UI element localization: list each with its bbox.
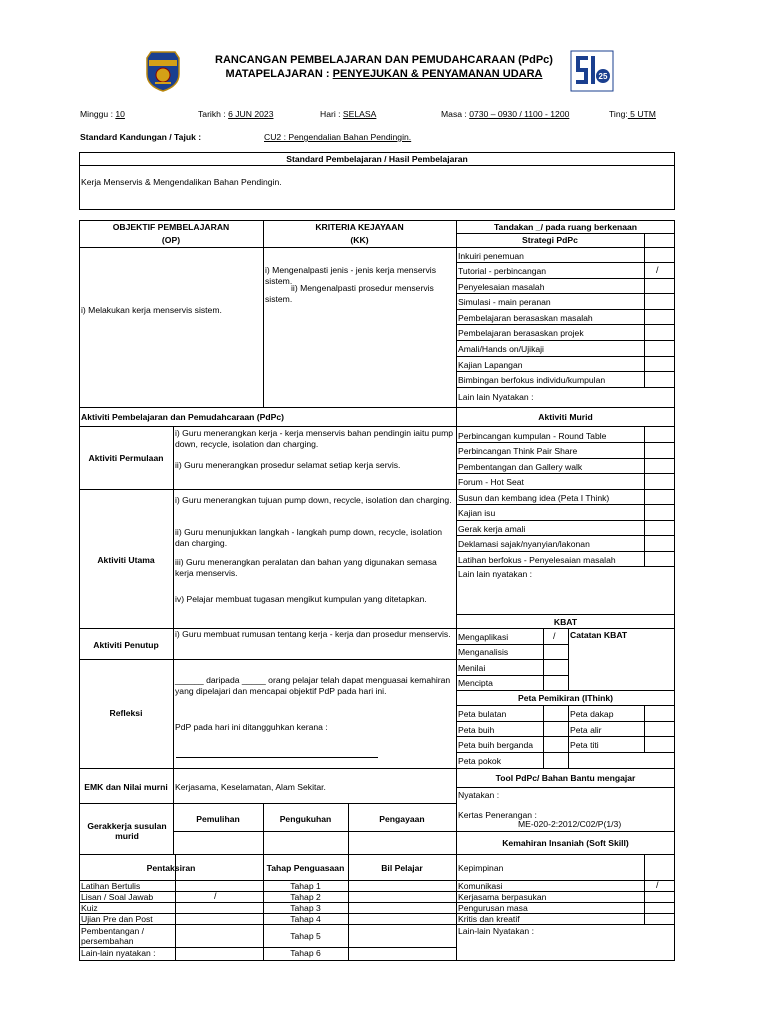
pentaksiran-item: Pembentangan / [81, 926, 145, 936]
strategi-item: Simulasi - main peranan [458, 297, 551, 307]
soft-skill-item: Lain-lain Nyatakan : [458, 926, 534, 936]
strategi-item: Bimbingan berfokus individu/kumpulan [458, 375, 606, 385]
permulaan-item: i) Guru menerangkan kerja - kerja menservis bahan pendingin iaitu pump down, recycle, isolation dan charging. [175, 428, 454, 449]
kbat-catatan: Catatan KBAT [570, 630, 628, 640]
pentaksiran-item: Ujian Pre dan Post [81, 914, 153, 924]
soft-skill-tick-mark: / [656, 880, 659, 890]
pemulihan-header: Pemulihan [196, 814, 240, 824]
ithink-item: Peta bulatan [458, 709, 507, 719]
soft-skill-item: Komunikasi [458, 881, 503, 891]
tahap-item: Tahap 2 [290, 892, 321, 902]
soft-skill-item: Pengurusan masa [458, 903, 528, 913]
op-header-2: (OP) [161, 235, 181, 245]
tool-header: Tool PdPc/ Bahan Bantu mengajar [495, 773, 636, 783]
pentaksiran-item: persembahan [81, 936, 134, 946]
murid-item: Lain lain nyatakan : [458, 569, 533, 579]
tahap-header: Tahap Penguasaan [266, 863, 345, 873]
soft-skill-header: Kemahiran Insaniah (Soft Skill) [502, 838, 629, 848]
tool-nyatakan: Nyatakan : [458, 790, 500, 800]
utama-item: iii) Guru menerangkan peralatan dan bahan yang digunakan semasa kerja menservis. [175, 557, 437, 578]
pentaksiran-header: Pentaksiran [146, 863, 196, 873]
kbat-item: Mencipta [458, 678, 493, 688]
ithink-item: Peta pokok [458, 756, 501, 766]
op-header-1: OBJEKTIF PEMBELAJARAN [112, 222, 230, 232]
murid-item: Susun dan kembang idea (Peta I Think) [458, 493, 610, 503]
pengayaan-header: Pengayaan [379, 814, 425, 824]
kk-text-2: ii) Mengenalpasti prosedur menservis sistem. [265, 283, 434, 304]
strategi-header: Strategi PdPc [522, 235, 578, 245]
tool-kertas: Kertas Penerangan : [458, 810, 537, 820]
strategi-item: Amali/Hands on/Ujikaji [458, 344, 544, 354]
strategi-item: Pembelajaran berasaskan masalah [458, 313, 593, 323]
strategi-item: Tutorial - perbincangan [458, 266, 547, 276]
ithink-header: Peta Pemikiran (IThink) [517, 693, 614, 703]
ting-field: Ting: 5 UTM [609, 109, 656, 119]
murid-item: Perbincangan Think Pair Share [458, 446, 578, 456]
soft-skill-item: Kepimpinan [458, 863, 504, 873]
murid-item: Gerak kerja amali [458, 524, 526, 534]
ithink-item: Peta alir [570, 725, 602, 735]
kbat-item: Mengaplikasi [458, 632, 509, 642]
refleksi-label: Refleksi [109, 708, 143, 718]
utama-item: ii) Guru menunjukkan langkah - langkah pump down, recycle, isolation dan charging. [175, 527, 443, 548]
ithink-item: Peta titi [570, 740, 599, 750]
permulaan-item: ii) Guru menerangkan prosedur selamat setiap kerja servis. [175, 460, 401, 470]
standard-kandungan-value: CU2 : Pengendalian Bahan Pendingin. [264, 132, 412, 142]
svg-text:25: 25 [598, 72, 608, 81]
masa-field: Masa : 0730 – 0930 / 1100 - 1200 [441, 109, 570, 119]
pentaksiran-item: Latihan Bertulis [81, 881, 141, 891]
kbat-tick-mark: / [553, 631, 556, 641]
aktiviti-header: Aktiviti Pembelajaran dan Pemudahcaraan (PdPc) [81, 412, 284, 422]
pengukuhan-header: Pengukuhan [279, 814, 332, 824]
strategi-item: Penyelesaian masalah [458, 282, 545, 292]
murid-item: Latihan berfokus - Penyelesaian masalah [458, 555, 616, 565]
strategi-tick-mark: / [656, 265, 659, 275]
ithink-item: Peta dakap [570, 709, 614, 719]
strategi-item: Lain lain Nyatakan : [458, 392, 534, 402]
doc-subtitle: MATAPELAJARAN : PENYEJUKAN & PENYAMANAN UDARA [225, 68, 543, 80]
kk-text-1: i) Mengenalpasti jenis - jenis kerja menservis sistem. [265, 265, 436, 286]
sp-text: Kerja Menservis & Mengendalikan Bahan Pendingin. [81, 177, 282, 187]
strategi-instruction: Tandakan _/ pada ruang berkenaan [493, 222, 638, 232]
aktiviti-penutup-label: Aktiviti Penutup [93, 640, 159, 650]
refleksi-text: ______ daripada _____ orang pelajar telah dapat menguasai kemahiran yang dipelajari dan mencapai objektif PdP pada hari ini. [175, 675, 451, 696]
aktiviti-murid-header: Aktiviti Murid [538, 412, 593, 422]
tahap-item: Tahap 6 [290, 948, 321, 958]
murid-item: Deklamasi sajak/nyanyian/lakonan [458, 539, 590, 549]
emk-value: Kerjasama, Keselamatan, Alam Sekitar. [175, 782, 326, 792]
murid-item: Perbincangan kumpulan - Round Table [458, 431, 607, 441]
murid-item: Pembentangan dan Gallery walk [458, 462, 583, 472]
pentaksiran-tick-mark: / [214, 891, 217, 901]
bil-pelajar-header: Bil Pelajar [381, 863, 423, 873]
hari-field: Hari : SELASA [320, 109, 377, 119]
tahap-item: Tahap 5 [290, 931, 321, 941]
doc-title: RANCANGAN PEMBELAJARAN DAN PEMUDAHCARAAN (PdPc) [215, 54, 553, 66]
minggu-field: Minggu : 10 [80, 109, 125, 119]
strategi-item: Inkuiri penemuan [458, 251, 524, 261]
strategi-item: Kajian Lapangan [458, 360, 523, 370]
soft-skill-item: Kritis dan kreatif [458, 914, 520, 924]
aktiviti-utama-label: Aktiviti Utama [97, 555, 155, 565]
ithink-item: Peta buih [458, 725, 495, 735]
aktiviti-permulaan-label: Aktiviti Permulaan [88, 453, 164, 463]
sp-header: Standard Pembelajaran / Hasil Pembelajaran [286, 154, 468, 164]
pentaksiran-item: Lisan / Soal Jawab [81, 892, 154, 902]
kbat-item: Menganalisis [458, 647, 509, 657]
pentaksiran-item: Kuiz [81, 903, 98, 913]
emk-label: EMK dan Nilai murni [84, 782, 168, 792]
pentaksiran-item: Lain-lain nyatakan : [81, 948, 156, 958]
tool-code: ME-020-2:2012/C02/P(1/3) [518, 819, 622, 829]
penutup-item: i) Guru membuat rumusan tentang kerja - kerja dan prosedur menservis. [175, 629, 451, 639]
susulan-label-2: murid [115, 831, 139, 841]
kbat-header: KBAT [553, 617, 578, 627]
tahap-item: Tahap 3 [290, 903, 321, 913]
ithink-item: Peta buih berganda [458, 740, 534, 750]
soft-skill-item: Kerjasama berpasukan [458, 892, 547, 902]
kbat-item: Menilai [458, 663, 486, 673]
susulan-label: Gerakkerja susulan [87, 821, 167, 831]
murid-item: Kajian isu [458, 508, 496, 518]
refleksi-ditangguhkan: PdP pada hari ini ditangguhkan kerana : [175, 722, 328, 732]
kk-header-1: KRITERIA KEJAYAAN [315, 222, 404, 232]
standard-kandungan-label: Standard Kandungan / Tajuk : [80, 132, 202, 142]
utama-item: i) Guru menerangkan tujuan pump down, recycle, isolation dan charging. [175, 495, 452, 505]
tarikh-field: Tarikh : 6 JUN 2023 [198, 109, 274, 119]
tahap-item: Tahap 1 [290, 881, 321, 891]
strategi-item: Pembelajaran berasaskan projek [458, 328, 584, 338]
kk-header-2: (KK) [350, 235, 369, 245]
tahap-item: Tahap 4 [290, 914, 321, 924]
utama-item: iv) Pelajar membuat tugasan mengikut kumpulan yang ditetapkan. [175, 594, 427, 604]
college-logo [570, 50, 614, 92]
op-text: i) Melakukan kerja menservis sistem. [81, 305, 222, 315]
murid-item: Forum - Hot Seat [458, 477, 524, 487]
